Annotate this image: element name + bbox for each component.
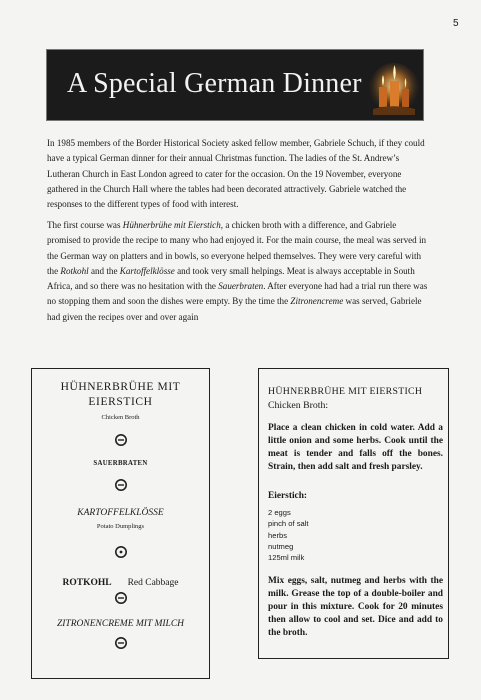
menu-item-2: SAUERBRATEN — [93, 460, 148, 467]
ingredient-item: 125ml milk — [268, 553, 305, 563]
page-title: A Special German Dinner — [67, 68, 362, 99]
menu-item-3: KARTOFFELKLÖSSE — [77, 508, 164, 518]
recipe-card — [258, 368, 449, 659]
page-number: 5 — [453, 18, 459, 29]
intro-paragraph-2: The first course was Hühnerbrühe mit Eierstich, a chicken broth with a difference, and Gabriele promised to provide the recipe to many who had enjoyed it. For the main course, the meal was served in the German way on platters and in bowls, so everyone helped themselves. They were very careful with the Rotkohl and the Kartoffelklösse and took very small helpings. Meat is always acceptable in South Africa, and so there was no hesitation with the Sauerbraten. After everyone had had a trial run there was no stopping them and soon the dishes were empty. By the time the Zitronencreme was served, Gabriele had given the recipes over and over again — [47, 220, 428, 322]
ingredient-item: 2 eggs — [268, 508, 291, 517]
menu-item-4-name: ROTKOHL — [62, 578, 112, 588]
menu-item-4 — [32, 572, 209, 590]
menu-card — [31, 368, 210, 679]
eierstich-heading: Eierstich: — [268, 491, 308, 501]
ornament-divider-icon — [114, 433, 128, 447]
ingredient-item: herbs — [268, 530, 287, 540]
candles-graphic — [369, 53, 419, 117]
intro-paragraph-1: In 1985 members of the Border Historical Society asked fellow member, Gabriele Schuch, if they could have a typical German dinner for their annual Christmas function. The ladies of the St. Andrew’s Lutheran Church in East London agreed to cater for the occasion. On the 19 November, everyone gathered in the Church Hall where the tables had been decorated attractively. Gabriele watched the responses to the different types of food with interest. — [47, 138, 425, 210]
recipe-subtitle: Chicken Broth: — [268, 400, 329, 411]
eierstich-method: Mix eggs, salt, nutmeg and herbs with the milk. Grease the top of a double-boiler and pour in this mixture. Cook for 20 minutes then allow to cool and set. Dice and add to the broth. — [268, 576, 443, 638]
ornament-divider-icon — [114, 591, 128, 605]
menu-item-3-subtitle: Potato Dumplings — [96, 523, 145, 530]
menu-item-4-subtitle: Red Cabbage — [127, 578, 179, 588]
recipe-broth-method: Place a clean chicken in cold water. Add a little onion and some herbs. Cook until the meat is tender and falls off the bones. Strain, then add salt and fresh parsley. — [268, 423, 443, 472]
ingredient-item: nutmeg — [268, 541, 294, 551]
menu-item-1-title-line-1: HÜHNERBRÜHE MIT — [60, 381, 181, 393]
recipe-title: HÜHNERBRÜHE MIT EIERSTICH — [268, 386, 423, 397]
ingredient-item: pinch of salt — [268, 519, 309, 529]
ingredient-list — [268, 507, 443, 563]
ornament-divider-icon — [114, 478, 128, 492]
ornament-divider-icon — [114, 545, 128, 559]
ornament-divider-icon — [114, 636, 128, 650]
title-banner — [46, 49, 424, 121]
menu-item-1-subtitle: Chicken Broth — [101, 414, 140, 421]
menu-item-5: ZITRONENCREME MIT MILCH — [56, 619, 185, 629]
menu-item-1-title-line-2: EIERSTICH — [88, 396, 153, 408]
